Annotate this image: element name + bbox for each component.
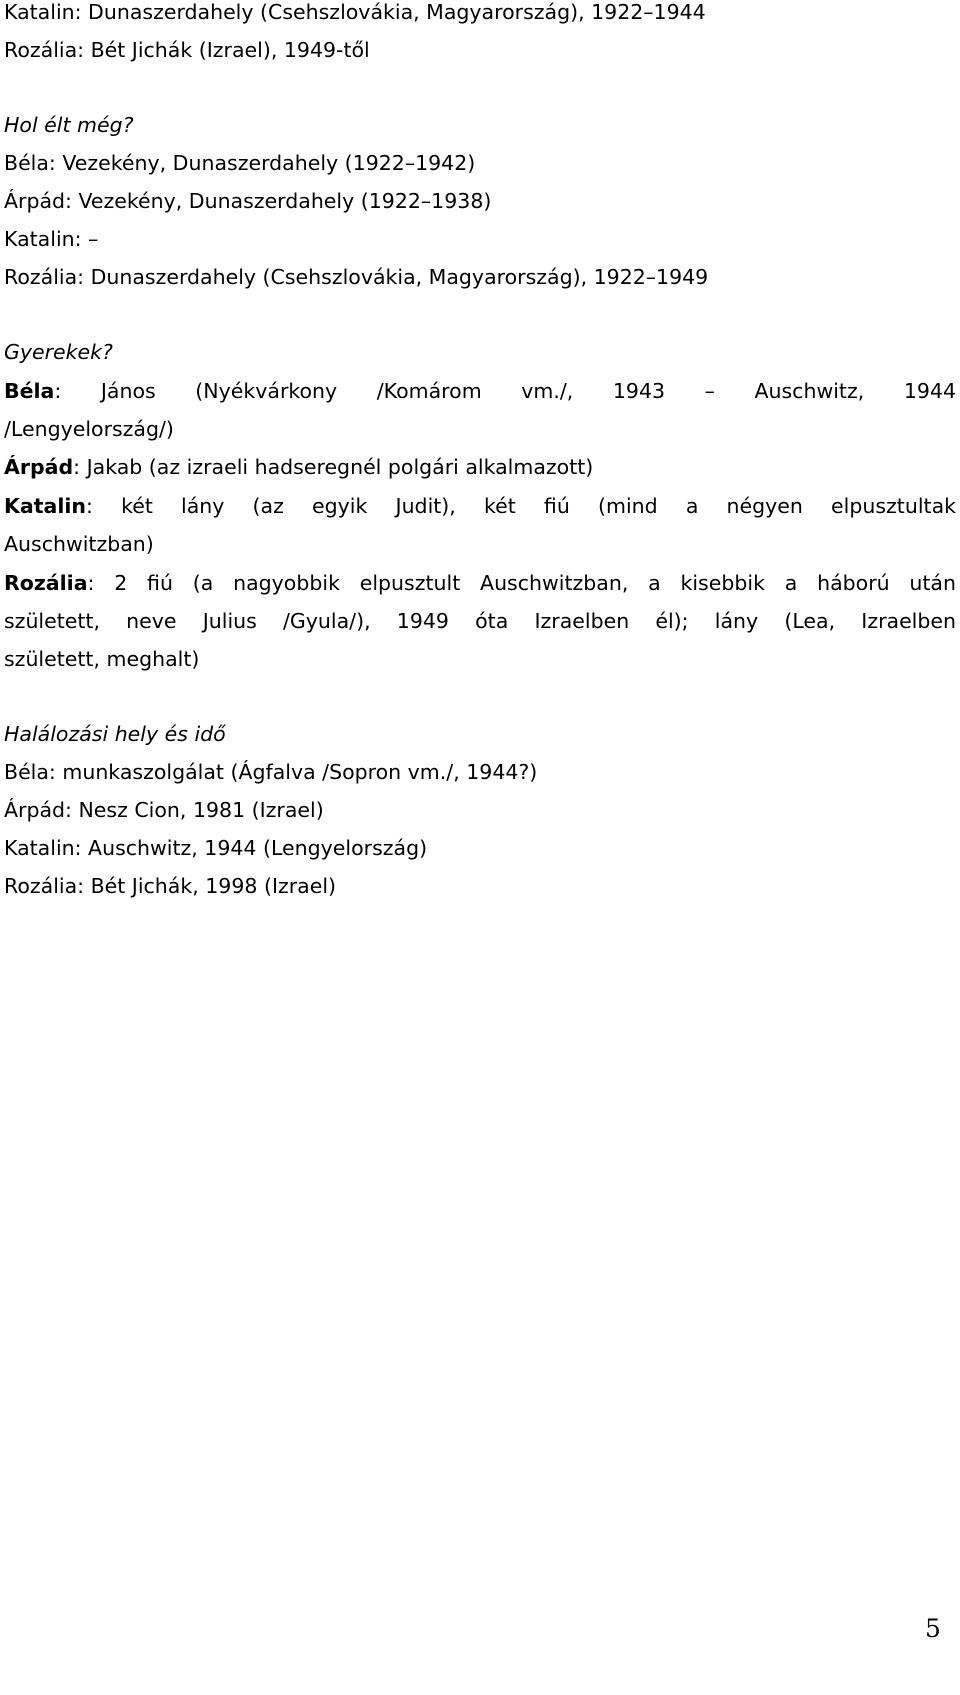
other-places-arpad: Árpád: Vezekény, Dunaszerdahely (1922–1938) [4, 189, 492, 213]
children-katalin-line1 [4, 494, 956, 518]
children-rozalia-line2: született, neve Julius /Gyula/), 1949 óta Izraelben él); lány (Lea, Izraelben [4, 609, 956, 633]
children-heading: Gyerekek? [4, 340, 113, 364]
children-arpad-text: : Jakab (az izraeli hadseregnél polgári alkalmazott) [73, 455, 594, 479]
other-places-heading: Hol élt még? [4, 113, 134, 137]
death-arpad: Árpád: Nesz Cion, 1981 (Izrael) [4, 798, 324, 822]
children-bela-line1 [4, 379, 956, 403]
other-places-katalin: Katalin: – [4, 227, 99, 251]
death-katalin: Katalin: Auschwitz, 1944 (Lengyelország) [4, 836, 428, 860]
children-katalin-text: : két lány (az egyik Judit), két fiú (mind a négyen elpusztultak [86, 494, 956, 518]
other-places-bela: Béla: Vezekény, Dunaszerdahely (1922–1942) [4, 151, 476, 175]
children-rozalia-text: : 2 fiú (a nagyobbik elpusztult Auschwitzban, a kisebbik a háború után [87, 571, 956, 595]
death-heading: Halálozási hely és idő [4, 722, 226, 746]
other-places-rozalia: Rozália: Dunaszerdahely (Csehszlovákia, Magyarország), 1922–1949 [4, 265, 709, 289]
children-katalin-name: Katalin [4, 494, 86, 518]
death-rozalia: Rozália: Bét Jichák, 1998 (Izrael) [4, 874, 337, 898]
children-rozalia-name: Rozália [4, 571, 88, 595]
children-arpad-name: Árpád [4, 455, 74, 479]
children-bela-name: Béla [4, 379, 55, 403]
children-rozalia-line3: született, meghalt) [4, 647, 200, 671]
residence-rozalia: Rozália: Bét Jichák (Izrael), 1949-től [4, 38, 370, 62]
death-bela: Béla: munkaszolgálat (Ágfalva /Sopron vm./, 1944?) [4, 760, 538, 784]
children-bela-line2: /Lengyelország/) [4, 417, 174, 441]
children-bela-text: : János (Nyékvárkony /Komárom vm./, 1943 – Auschwitz, 1944 [54, 379, 956, 403]
residence-katalin: Katalin: Dunaszerdahely (Csehszlovákia, Magyarország), 1922–1944 [4, 0, 706, 24]
children-rozalia-line1 [4, 571, 956, 595]
children-katalin-line2: Auschwitzban) [4, 532, 154, 556]
page-number: 5 [925, 1614, 941, 1643]
children-arpad [4, 455, 593, 479]
